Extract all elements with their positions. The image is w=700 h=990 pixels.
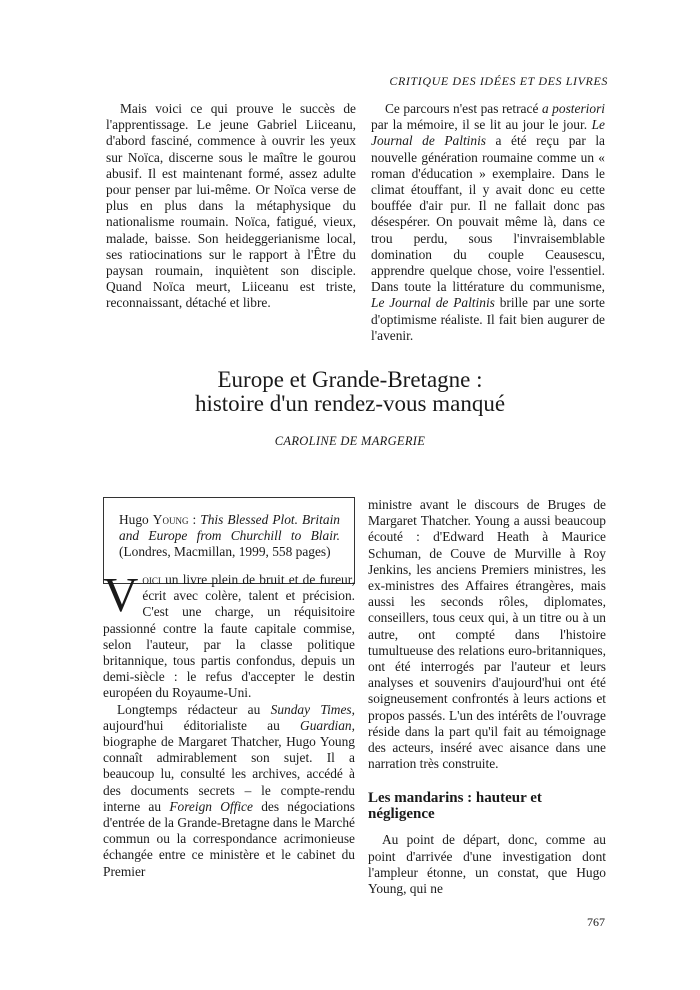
title-line: Europe et Grande-Bretagne : xyxy=(217,367,483,392)
section-subheading: Les mandarins : hauteur et négligence xyxy=(368,790,542,823)
page-number: 767 xyxy=(587,915,605,929)
paragraph: Ce parcours n'est pas retracé a posteriori par la mémoire, il se lit au jour le jour. Le Journal de Paltinis a été reçu par la nouvelle génération roumaine comme un « roman d'éducation » exemplaire. Dans le climat étouffant, il y avait donc eu cette bouffée d'air pur. Il ne fallait donc pas désespérer. On pouvait même là, dans ce trou perdu, sous l'invraisemblable domination du couple Ceausescu, apprendre quelque chose, voire l'essentiel. Dans toute la littérature du communisme, Le Journal de Paltinis brille par une sorte d'optimisme réaliste. Il fait bien augurer de l'avenir. xyxy=(371,101,606,343)
book-reference-box: Hugo Young : This Blessed Plot. Britain and Europe from Churchill to Blair. (Londres, Macmillan, 1999, 558 pages) xyxy=(103,497,355,584)
body-right-column xyxy=(368,497,606,897)
title-line: histoire d'un rendez-vous manqué xyxy=(194,391,506,416)
top-right-column xyxy=(371,101,605,344)
paragraph: ministre avant le discours de Bruges de Margaret Thatcher. Young a aussi beaucoup écouté : d'Edward Heath à Maurice Schuman, de Couve de Murville à Roy Jenkins, les anciens Premiers ministres, les ex-ministres des Affaires étrangères, mais aussi les seconds rôles, diplomates, conseillers, tous ceux qui, à un titre ou à un autre, ont compté dans l'histoire tumultueuse des relations euro-britanniques, ont été interrogés par l'auteur et leurs analyses et souvenirs d'aujourd'hui ont été soigneusement confrontés à leurs actions et propos passés. L'un des intérêts de l'ouvrage réside dans la part qu'il fait au témoignage des acteurs, inséré avec aisance dans une narration très construite. xyxy=(368,497,606,772)
article-author: CAROLINE DE MARGERIE xyxy=(274,434,426,448)
paragraph: Voici un livre plein de bruit et de fureur, écrit avec colère, talent et précision. C'est une charge, un réquisitoire passionné contre la faute capitale commise, selon l'auteur, par la classe politique britannique, tous partis confondus, depuis un demi-siècle : le refus d'accepter le destin européen du Royaume-Uni. xyxy=(103,567,355,701)
article-title xyxy=(0,368,700,416)
book-title: This Blessed Plot. Britain and Europe from Churchill to Blair. xyxy=(119,512,340,544)
top-left-column xyxy=(106,101,356,312)
running-header: CRITIQUE DES IDÉES ET DES LIVRES xyxy=(389,74,608,88)
body-left-column xyxy=(103,567,355,880)
paragraph: Mais voici ce qui prouve le succès de l'apprentissage. Le jeune Gabriel Liiceanu, d'abord fasciné, commence à ouvrir les yeux sur Noïca, discerne sous le maître le gourou abusif. Il est maintenant formé, assez adulte pour penser par lui-même. Or Noïca verse de plus en plus dans la métaphysique du nationalisme roumain. Noïca, fatigué, vieux, malade, baisse. Son heideggerianisme local, ses ratiocinations sur le rapport à l'Être du paysan roumain, inquiètent son disciple. Quand Noïca meurt, Liiceanu est triste, reconnaissant, détaché et libre. xyxy=(106,101,356,311)
drop-cap: V xyxy=(103,567,139,622)
paragraph: Au point de départ, donc, comme au point d'arrivée d'une investigation dont l'ampleur étonne, un constat, que Hugo Young, qui ne xyxy=(368,832,606,897)
paragraph: Longtemps rédacteur au Sunday Times, aujourd'hui éditorialiste au Guardian, biographe de Margaret Thatcher, Hugo Young connaît admirablement son sujet. Il a beaucoup lu, consulté les archives, accédé à des documents secrets – le compte-rendu interne au Foreign Office des négociations d'entrée de la Grande-Bretagne dans le Marché commun ou la correspondance acrimonieuse échangée entre ce ministère et le cabinet du Premier xyxy=(103,701,355,879)
